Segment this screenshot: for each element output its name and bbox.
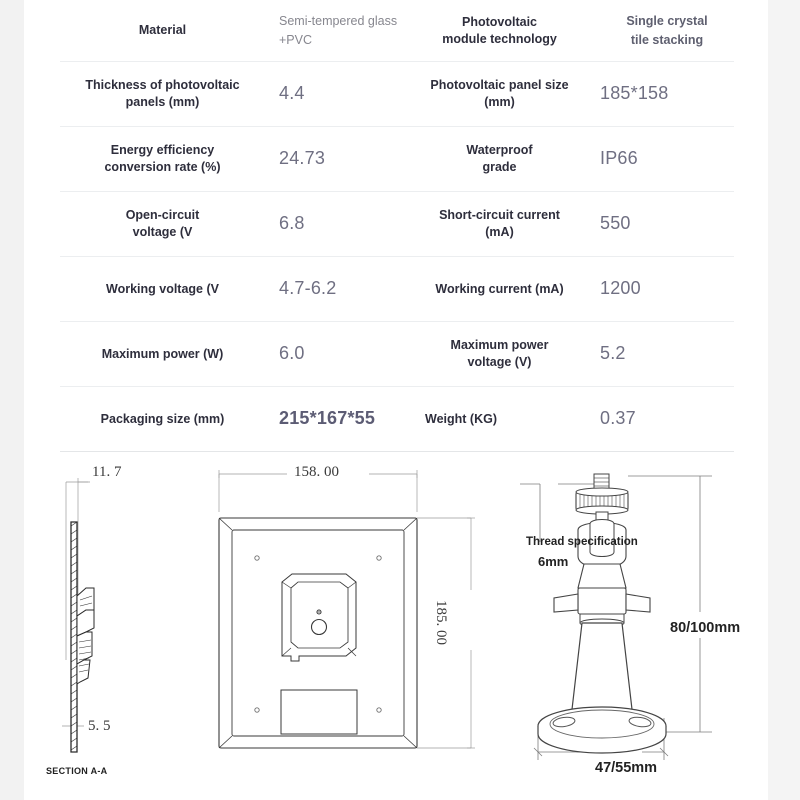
sheet-content (24, 0, 768, 800)
section-boss (77, 588, 94, 684)
panel-label-area (281, 690, 357, 734)
table-row (60, 257, 734, 322)
bracket-dim-base-label: 47/55mm (595, 760, 658, 776)
cell-value-panel-size: 185*158 (600, 83, 669, 104)
cell-value-waterproof: IP66 (600, 148, 638, 169)
panel-dim-height-label: 185. 00 (433, 600, 449, 645)
panel-outline-svg (199, 460, 499, 790)
cell-label-working-current: Working current (mA) (435, 281, 564, 296)
section-view-caption: SECTION A-A (46, 766, 108, 776)
bracket-dim-height-label: 80/100mm (670, 620, 741, 636)
section-dim-top-label: 11. 7 (92, 464, 122, 480)
cell-value-working-voltage: 4.7-6.2 (279, 278, 337, 299)
panel-view-drawing (199, 460, 499, 800)
cell-value-panel-thickness: 4.4 (279, 83, 305, 104)
cell-label-weight: Weight (KG) (425, 411, 497, 426)
bracket-wing-collar (554, 588, 650, 614)
bracket-neck (578, 564, 626, 588)
bracket-thread-label: Thread specification (526, 536, 638, 548)
specification-table (60, 0, 734, 452)
bracket-base-flange (538, 707, 666, 753)
table-row (60, 0, 734, 62)
cell-value-efficiency: 24.73 (279, 148, 326, 169)
bracket-view-drawing (502, 460, 764, 800)
cell-label-maximum-power-voltage: Maximum power voltage (V) (450, 338, 549, 369)
cell-label-waterproof: Waterproof grade (466, 143, 533, 174)
cell-value-material: Semi-tempered glass +PVC (279, 14, 398, 47)
page-gutter-left (0, 0, 24, 800)
cell-value-short-circuit-current: 550 (600, 213, 631, 234)
cell-label-packaging-size: Packaging size (mm) (100, 411, 225, 426)
panel-mount-recess (282, 574, 356, 661)
cell-value-weight: 0.37 (600, 408, 636, 429)
bracket-thread-size-label: 6mm (538, 554, 569, 569)
cell-value-maximum-power-voltage: 5.2 (600, 343, 626, 364)
table-row (60, 387, 734, 452)
table-row (60, 192, 734, 257)
cell-value-maximum-power: 6.0 (279, 343, 305, 364)
cell-label-short-circuit-current: Short-circuit current (mA) (439, 208, 560, 239)
panel-cross-section (71, 522, 77, 752)
cell-label-panel-size: Photovoltaic panel size (mm) (430, 78, 569, 109)
cell-label-module-technology: Photovoltaic module technology (442, 14, 557, 46)
cell-value-packaging-size: 215*167*55 (279, 408, 376, 429)
section-dim-bottom-label: 5. 5 (88, 718, 111, 734)
cell-value-open-circuit-voltage: 6.8 (279, 213, 305, 234)
cell-label-panel-thickness: Thickness of photovoltaic panels (mm) (85, 78, 240, 109)
panel-dim-width-label: 158. 00 (294, 464, 339, 480)
technical-drawings (24, 452, 768, 800)
table-row (60, 322, 734, 387)
cell-label-maximum-power: Maximum power (W) (101, 346, 224, 361)
cell-label-efficiency: Energy efficiency conversion rate (%) (104, 143, 221, 174)
cell-label-material: Material (138, 23, 187, 38)
page-gutter-right (768, 0, 800, 800)
cell-value-module-technology: Single crystal tile stacking (626, 14, 708, 47)
cell-label-working-voltage: Working voltage (V (106, 281, 219, 296)
section-view-drawing (44, 460, 204, 800)
table-row (60, 62, 734, 127)
cell-label-open-circuit-voltage: Open-circuit voltage (V (125, 208, 200, 239)
table-row (60, 127, 734, 192)
cell-value-working-current: 1200 (600, 278, 641, 299)
section-profile-svg (44, 460, 204, 780)
bracket-post (571, 623, 633, 718)
bracket-thumb-nut (576, 488, 628, 514)
